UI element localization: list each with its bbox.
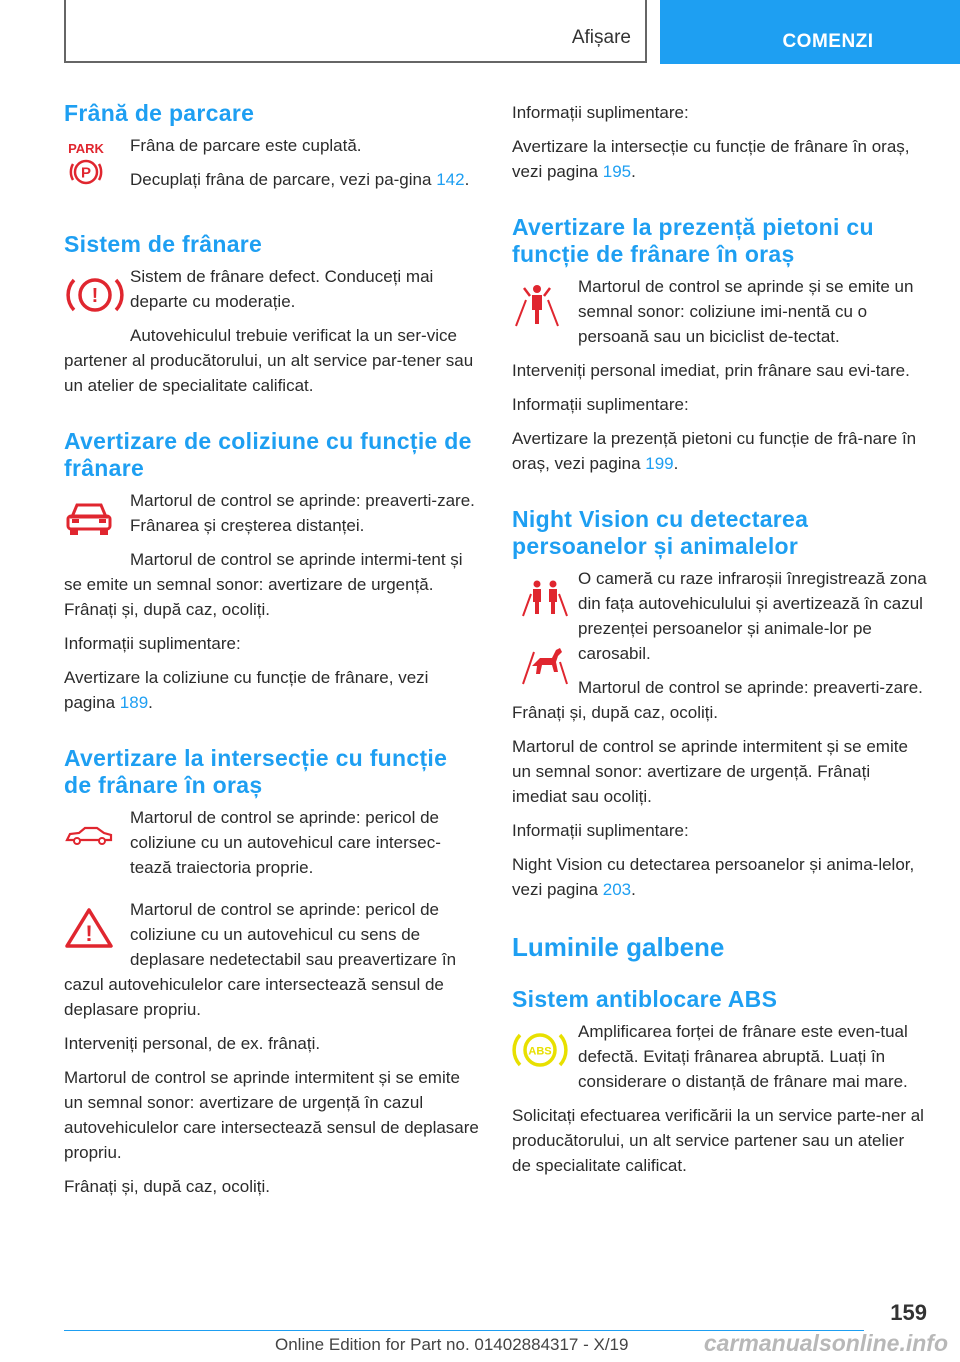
paragraph: Solicitați efectuarea verificării la un service parte‐ner al producătorului, un alt service partener sau un atelier de specialitate calificat. [512, 1106, 924, 1175]
tab-comenzi-label: COMENZI [782, 31, 874, 52]
svg-text:ABS: ABS [528, 1045, 552, 1058]
paragraph: Martorul de control se aprinde: preaverti‐zare. Frânați și, după caz, ocoliți. [512, 678, 923, 722]
animal-icon [520, 640, 570, 686]
svg-text:!: ! [85, 921, 93, 946]
park-brake-icon [64, 133, 130, 195]
paragraph: Martorul de control se aprinde intermi‐tent și se emite un semnal sonor: avertizare de urgență. Frânați și, după caz, ocoliți. [64, 550, 463, 619]
page-link[interactable]: 203 [602, 880, 632, 899]
section-title: Avertizare de coliziune cu funcție de frânare [64, 428, 472, 481]
paragraph: Frânați și, după caz, ocoliți. [64, 1177, 270, 1196]
car-side-icon [64, 805, 130, 867]
chapter-title: Luminile galbene [512, 932, 725, 962]
paragraph: Martorul de control se aprinde și se emite un semnal sonor: coliziune imi‐nentă cu o persoană sau un biciclist de‐tectat. [578, 277, 914, 346]
paragraph: Martorul de control se aprinde intermitent și se emite un semnal sonor: avertizare de urgență în cazul autovehiculelor care intersectează sensul de deplasare propriu. [64, 1068, 479, 1162]
paragraph: Avertizare la coliziune cu funcție de frânare, vezi pagina 189. [64, 668, 429, 712]
section-title: Frână de parcare [64, 100, 255, 126]
section-title: Sistem antiblocare ABS [512, 986, 778, 1012]
paragraph: Informații suplimentare: [512, 821, 689, 840]
tab-afisare[interactable]: Afișare [571, 27, 631, 48]
paragraph: Avertizare la intersecție cu funcție de frânare în oraș, vezi pagina 195. [512, 137, 910, 181]
paragraph: Martorul de control se aprinde: pericol de coliziune cu un autovehicul care intersec‐tează traiectoria proprie. [130, 808, 441, 877]
section-abs [512, 986, 927, 1178]
night-vision-icons [512, 566, 578, 696]
section-avertizare-coliziune [64, 428, 479, 715]
section-prezenta-pietoni [512, 214, 927, 476]
paragraph: Martorul de control se aprinde intermitent și se emite un semnal sonor: avertizare de urgență. Frânați imediat sau ocoliți. [512, 737, 908, 806]
section-frana-parcare [64, 100, 479, 201]
paragraph: Amplificarea forței de frânare este even‐tual defectă. Evitați frânarea abruptă. Luați în considerare o distanță de frânare mai mare. [578, 1022, 908, 1091]
section-night-vision [512, 506, 927, 902]
tab-comenzi[interactable] [660, 0, 960, 64]
right-column [512, 100, 927, 1208]
page-link[interactable]: 195 [602, 162, 632, 181]
brake-warning-icon [64, 264, 130, 326]
pedestrian-icon [512, 274, 578, 336]
section-title: Avertizare la prezență pietoni cu funcție de frânare în oraș [512, 214, 874, 267]
header-tab-box [64, 0, 647, 63]
paragraph: Interveniți personal imediat, prin frânare sau evi‐tare. [512, 361, 910, 380]
left-column [64, 100, 479, 1229]
paragraph: Avertizare la prezență pietoni cu funcție de frâ‐nare în oraș, vezi pagina 199. [512, 429, 917, 473]
paragraph: Sistem de frânare defect. Conduceți mai departe cu moderație. [130, 267, 434, 311]
paragraph: Frâna de parcare este cuplată. [130, 136, 362, 155]
paragraph: Informații suplimentare: [512, 395, 689, 414]
paragraph: Informații suplimentare: [64, 634, 241, 653]
svg-text:P: P [80, 164, 92, 182]
section-avertizare-intersectie [64, 745, 479, 1199]
svg-text:PARK: PARK [68, 141, 104, 156]
paragraph: Night Vision cu detectarea persoanelor și anima‐lelor, vezi pagina 203. [512, 855, 915, 899]
section-title: Avertizare la intersecție cu funcție de frânare în oraș [64, 745, 448, 798]
section-title: Night Vision cu detectarea persoanelor și animalelor [512, 506, 809, 559]
page-link[interactable]: 199 [645, 454, 674, 473]
page-number: 159 [890, 1300, 927, 1325]
section-title: Sistem de frânare [64, 231, 263, 257]
abs-icon [512, 1019, 578, 1081]
paragraph: Decuplați frâna de parcare, vezi pa‐gina 142. [130, 170, 470, 189]
page-link[interactable]: 142 [436, 170, 465, 189]
warning-triangle-icon [64, 897, 130, 959]
persons-icon [520, 576, 570, 620]
paragraph: O cameră cu raze infraroșii înregistrează zona din fața autovehiculului și avertizează în cazul prezenței persoanelor și animale‐lor pe carosabil. [578, 569, 927, 663]
section-continuation [512, 100, 927, 184]
paragraph: Martorul de control se aprinde: preaverti‐zare. Frânarea și creșterea distanței. [130, 491, 475, 535]
footer-edition: Online Edition for Part no. 01402884317 - X/19 [275, 1335, 629, 1354]
paragraph: Autovehiculul trebuie verificat la un ser‐vice partener al producătorului, un alt service par‐tener sau un atelier de specialitate calificat. [64, 326, 474, 395]
paragraph: Interveniți personal, de ex. frânați. [64, 1034, 321, 1053]
page-link[interactable]: 189 [119, 693, 149, 712]
section-sistem-franare [64, 231, 479, 398]
paragraph: Martorul de control se aprinde: pericol de coliziune cu un autovehicul cu sens de deplasare nedetectabil sau preavertizare în cazul autovehiculelor care intersectează sensul de deplasare propriu. [64, 900, 457, 1019]
paragraph: Informații suplimentare: [512, 103, 689, 122]
watermark: carmanualsonline.info [703, 1330, 948, 1356]
svg-text:!: ! [91, 285, 99, 307]
car-front-icon [64, 488, 130, 550]
